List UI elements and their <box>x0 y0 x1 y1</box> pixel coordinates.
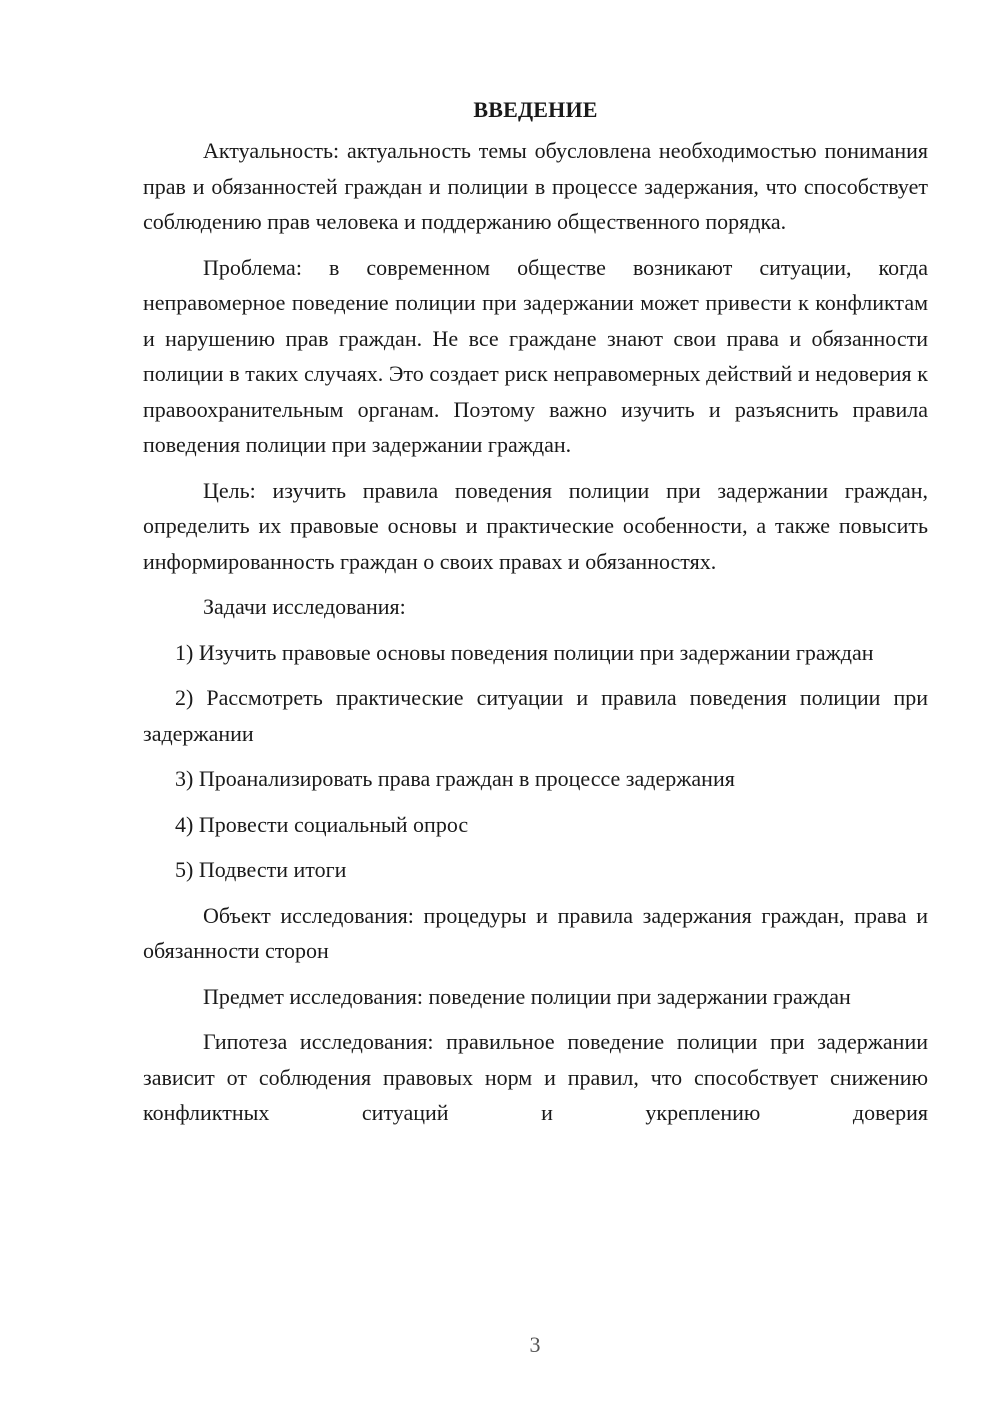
task-item-4: 4) Провести социальный опрос <box>175 811 469 837</box>
page-number: 3 <box>529 1332 541 1357</box>
goal-paragraph: Цель: изучить правила поведения полиции при задержании граждан, определить их правовые основы и практические особенности, а также повысить информированность граждан о своих правах и обязанностях. <box>143 477 928 574</box>
task-item-5: 5) Подвести итоги <box>175 857 347 882</box>
object-paragraph: Объект исследования: процедуры и правила задержания граждан, права и обязанности сторон <box>143 902 928 963</box>
problem-paragraph: Проблема: в современном обществе возникают ситуации, когда неправомерное поведение полиции при задержании может привести к конфликтам и нарушению прав граждан. Не все граждане знают свои права и обязанности полиции в таких случаях. Это создает риск неправомерных действий и недоверия к правоохранительным органам. Поэтому важно изучить и разъяснить правила поведения полиции при задержании граждан. <box>143 254 928 457</box>
subject-paragraph: Предмет исследования: поведение полиции при задержании граждан <box>203 983 851 1009</box>
relevance-paragraph: Актуальность: актуальность темы обусловлена необходимостью понимания прав и обязанностей граждан и полиции в процессе задержания, что способствует соблюдению прав человека и поддержанию общественного порядка. <box>143 138 928 234</box>
section-title: ВВЕДЕНИЕ <box>473 97 598 122</box>
document-page <box>143 92 928 1141</box>
tasks-heading: Задачи исследования: <box>203 594 406 619</box>
hypothesis-paragraph: Гипотеза исследования: правильное поведение полиции при задержании зависит от соблюдения правовых норм и правил, что способствует снижению конфликтных ситуаций и укреплению доверия <box>143 1029 928 1125</box>
task-item-3: 3) Проанализировать права граждан в процессе задержания <box>175 766 735 791</box>
tasks-list <box>143 635 928 888</box>
task-item-1: 1) Изучить правовые основы поведения полиции при задержании граждан <box>175 639 874 665</box>
task-item-2: 2) Рассмотреть практические ситуации и правила поведения полиции при задержании <box>143 685 928 746</box>
